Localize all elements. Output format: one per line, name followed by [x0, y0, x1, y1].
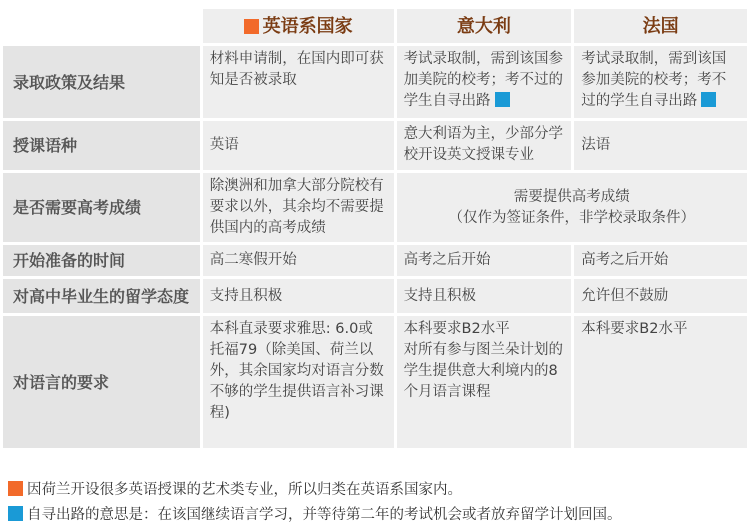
cell-admission-english: 材料申请制，在国内即可获知是否被录取 [203, 46, 394, 118]
cell-attitude-italy: 支持且积极 [397, 279, 572, 313]
rowhead-attitude: 对高中毕业生的留学态度 [3, 279, 200, 313]
cell-admission-italy: 考试录取制，需到该国参加美院的校考；考不过的学生自寻出路 [397, 46, 572, 118]
cell-prep-italy: 高考之后开始 [397, 245, 572, 276]
cell-gaokao-english: 除澳洲和加拿大部分院校有要求以外，其余均不需要提供国内的高考成绩 [203, 173, 394, 242]
row-prep-time [3, 245, 747, 276]
orange-marker-icon [8, 481, 23, 496]
cell-gaokao-italy-france [397, 173, 747, 242]
cell-admission-france: 考试录取制，需到该国参加美院的校考；考不过的学生自寻出路 [574, 46, 747, 118]
header-row [3, 9, 747, 43]
row-attitude [3, 279, 747, 313]
cell-langreq-france: 本科要求B2水平 [574, 316, 747, 448]
footnotes [8, 478, 748, 528]
cell-prep-english: 高二寒假开始 [203, 245, 394, 276]
rowhead-language-requirement: 对语言的要求 [3, 316, 200, 448]
header-corner [3, 9, 200, 43]
row-language-requirement [3, 316, 747, 448]
cell-langreq-italy: 本科要求B2水平 对所有参与图兰朵计划的学生提供意大利境内的8个月语言课程 [397, 316, 572, 448]
cell-attitude-france: 允许但不鼓励 [574, 279, 747, 313]
cell-language-france: 法语 [574, 121, 747, 170]
cell-language-english: 英语 [203, 121, 394, 170]
cell-language-italy: 意大利语为主，少部分学校开设英文授课专业 [397, 121, 572, 170]
header-english-countries: 英语系国家 [203, 9, 394, 43]
blue-marker-icon [8, 506, 23, 521]
orange-marker-icon [244, 19, 259, 34]
rowhead-gaokao: 是否需要高考成绩 [3, 173, 200, 242]
footnote-blue: 自寻出路的意思是：在该国继续语言学习，并等待第二年的考试机会或者放弃留学计划回国。 [8, 503, 748, 528]
cell-langreq-english: 本科直录要求雅思: 6.0或托福79（除美国、荷兰以外，其余国家均对语言分数不够的学生提供语言补习课程) [203, 316, 394, 448]
rowhead-admission: 录取政策及结果 [3, 46, 200, 118]
blue-marker-icon [701, 92, 716, 107]
gaokao-visa-note: （仅作为签证条件，非学校录取条件） [448, 209, 696, 226]
header-france: 法国 [574, 9, 747, 43]
cell-attitude-english: 支持且积极 [203, 279, 394, 313]
country-comparison-table [0, 6, 750, 451]
row-gaokao [3, 173, 747, 242]
row-language [3, 121, 747, 170]
row-admission [3, 46, 747, 118]
blue-marker-icon [495, 92, 510, 107]
rowhead-prep-time: 开始准备的时间 [3, 245, 200, 276]
rowhead-language: 授课语种 [3, 121, 200, 170]
cell-prep-france: 高考之后开始 [574, 245, 747, 276]
footnote-orange: 因荷兰开设很多英语授课的艺术类专业，所以归类在英语系国家内。 [8, 478, 748, 503]
header-italy: 意大利 [397, 9, 572, 43]
gaokao-required: 需要提供高考成绩 [513, 188, 630, 205]
